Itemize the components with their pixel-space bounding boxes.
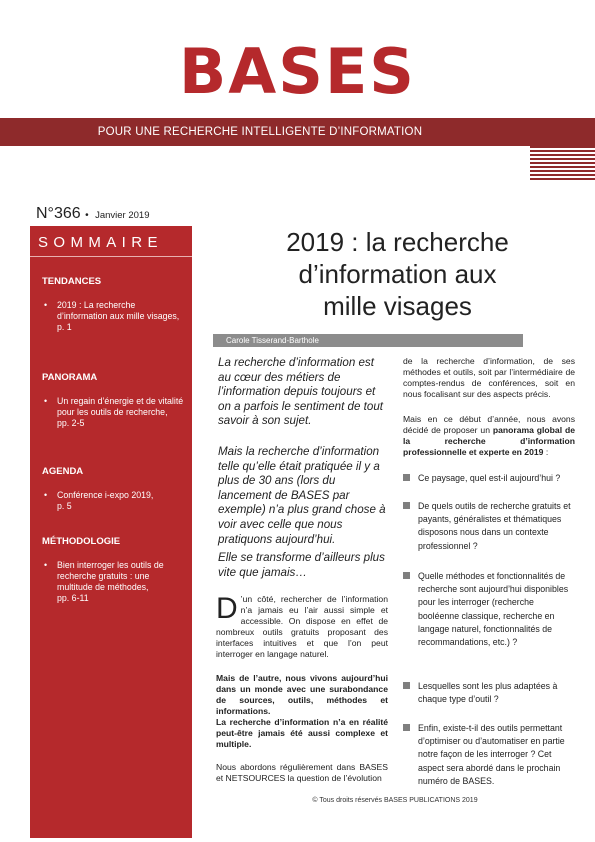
- body-text: :: [543, 447, 549, 457]
- question-item: [403, 680, 575, 706]
- question-item: [403, 722, 575, 788]
- sommaire-item[interactable]: [42, 300, 187, 333]
- sommaire-section-agenda: [42, 466, 187, 512]
- sommaire-item-page: p. 5: [57, 501, 72, 511]
- sommaire-section-tendances: [42, 276, 187, 333]
- question-item: [403, 472, 575, 485]
- sommaire-title: SOMMAIRE: [38, 234, 163, 251]
- question-item: [403, 500, 575, 553]
- body-paragraph: La recherche d’information n’a en réalité peut-être jamais été aussi complexe et multiple.: [216, 717, 388, 749]
- sommaire-item[interactable]: [42, 396, 187, 429]
- headline-line: d’information aux: [298, 259, 497, 289]
- body-paragraph-dropcap: [216, 594, 388, 660]
- square-bullet-icon: [403, 682, 410, 689]
- bullet-icon: •: [44, 396, 48, 406]
- bullet-icon: •: [44, 490, 48, 500]
- issue-number: N°366: [36, 205, 81, 222]
- sommaire-item-text: Un regain d’énergie et de vitalité pour les outils de recherche,: [57, 396, 184, 417]
- dropcap: D: [216, 592, 238, 625]
- tagline-banner: [0, 118, 595, 146]
- sommaire-item-text: 2019 : La recherche d’information aux mille visages,: [57, 300, 180, 321]
- square-bullet-icon: [403, 474, 410, 481]
- lead-paragraph: La recherche d’information est au cœur des métiers de l’information depuis toujours et on a parfois le sentiment de tout savoir à son sujet.: [218, 356, 383, 428]
- bullet-icon: •: [44, 300, 48, 310]
- sommaire-section-panorama: [42, 372, 187, 429]
- decorative-stripes: [530, 146, 595, 180]
- square-bullet-icon: [403, 724, 410, 731]
- sommaire-item-text: Conférence i-expo 2019,: [57, 490, 154, 500]
- body-text-bold: panorama global de la recherche d’information professionnelle et experte en 2019: [403, 425, 575, 457]
- question-item: [403, 570, 575, 649]
- body-paragraph-intro: [403, 414, 575, 458]
- sommaire-section-methodologie: [42, 536, 187, 604]
- body-paragraph: de la recherche d’information, de ses méthodes et outils, soit par l’intermédiaire de comptes-rendus de conférences, soit en nous focalisant sur des aspects précis.: [403, 356, 575, 399]
- article-author: Carole Tisserand-Barthole: [226, 336, 319, 345]
- headline-line: 2019 : la recherche: [286, 227, 509, 257]
- square-bullet-icon: [403, 572, 410, 579]
- body-text: Mais en ce début d’année, nous avons décidé de proposer un: [403, 414, 575, 435]
- sommaire-sidebar: [30, 226, 192, 838]
- sommaire-divider: [30, 256, 192, 257]
- masthead-title: BASES: [179, 35, 416, 108]
- issue-date: Janvier 2019: [95, 210, 150, 221]
- tagline: POUR UNE RECHERCHE INTELLIGENTE D’INFORMATION: [97, 126, 423, 138]
- headline-line: mille visages: [323, 291, 472, 321]
- section-heading: AGENDA: [42, 466, 84, 477]
- question-text: Quelle méthodes et fonctionnalités de recherche sont aujourd’hui disponibles pour les interroger (recherche booléenne classique, recherche en langage naturel, fonctionnalités de recommandations, etc.) ?: [418, 571, 569, 648]
- question-text: De quels outils de recherche gratuits et payants, généralistes et thématiques disposons nous dans un contexte professionnel ?: [418, 501, 571, 551]
- section-heading: PANORAMA: [42, 372, 98, 383]
- section-heading: MÉTHODOLOGIE: [42, 536, 121, 547]
- sommaire-item-page: pp. 2-5: [57, 418, 85, 428]
- lead-paragraph: Mais la recherche d’information telle qu’elle était pratiquée il y a plus de 30 ans (lors du lancement de BASES par exemple) n’a plus grand chose à voir avec celle que nous pratiquons aujourd’hui.: [218, 445, 386, 546]
- sommaire-item-text: Bien interroger les outils de recherche gratuits : une multitude de méthodes,: [57, 560, 164, 592]
- sommaire-item[interactable]: [42, 560, 187, 604]
- bullet-icon: •: [44, 560, 48, 570]
- lead-paragraph: Elle se transforme d’ailleurs plus vite que jamais…: [218, 551, 385, 579]
- article-headline: [210, 226, 585, 322]
- issue-separator: •: [85, 210, 89, 221]
- body-text: ’un côté, rechercher de l’information n’a jamais eu l’air aussi simple et accessible. On dispose en effet de nombreux outils gratuits proposant des interfaces intuitives et que l’on peut interroger en langage naturel.: [216, 594, 388, 659]
- body-paragraph: Mais de l’autre, nous vivons aujourd’hui dans un monde avec une surabondance de sources, outils, méthodes et informations.: [216, 673, 388, 716]
- question-text: Ce paysage, quel est-il aujourd’hui ?: [418, 473, 561, 483]
- sommaire-item[interactable]: [42, 490, 187, 512]
- question-text: Enfin, existe-t-il des outils permettant d’optimiser ou d’automatiser en partie notre façon de les interroger ? Cet aspect sera abordé dans le prochain numéro de BASES.: [418, 723, 565, 786]
- question-text: Lesquelles sont les plus adaptées à chaque type d’outil ?: [418, 681, 558, 705]
- body-paragraph: Nous abordons régulièrement dans BASES et NETSOURCES la question de l’évolution: [216, 762, 388, 783]
- sommaire-item-page: pp. 6-11: [57, 593, 89, 603]
- issue-info: [36, 205, 149, 223]
- section-heading: TENDANCES: [42, 276, 102, 287]
- sommaire-item-page: p. 1: [57, 322, 72, 332]
- square-bullet-icon: [403, 502, 410, 509]
- copyright: © Tous droits réservés BASES PUBLICATIONS 2019: [312, 797, 478, 804]
